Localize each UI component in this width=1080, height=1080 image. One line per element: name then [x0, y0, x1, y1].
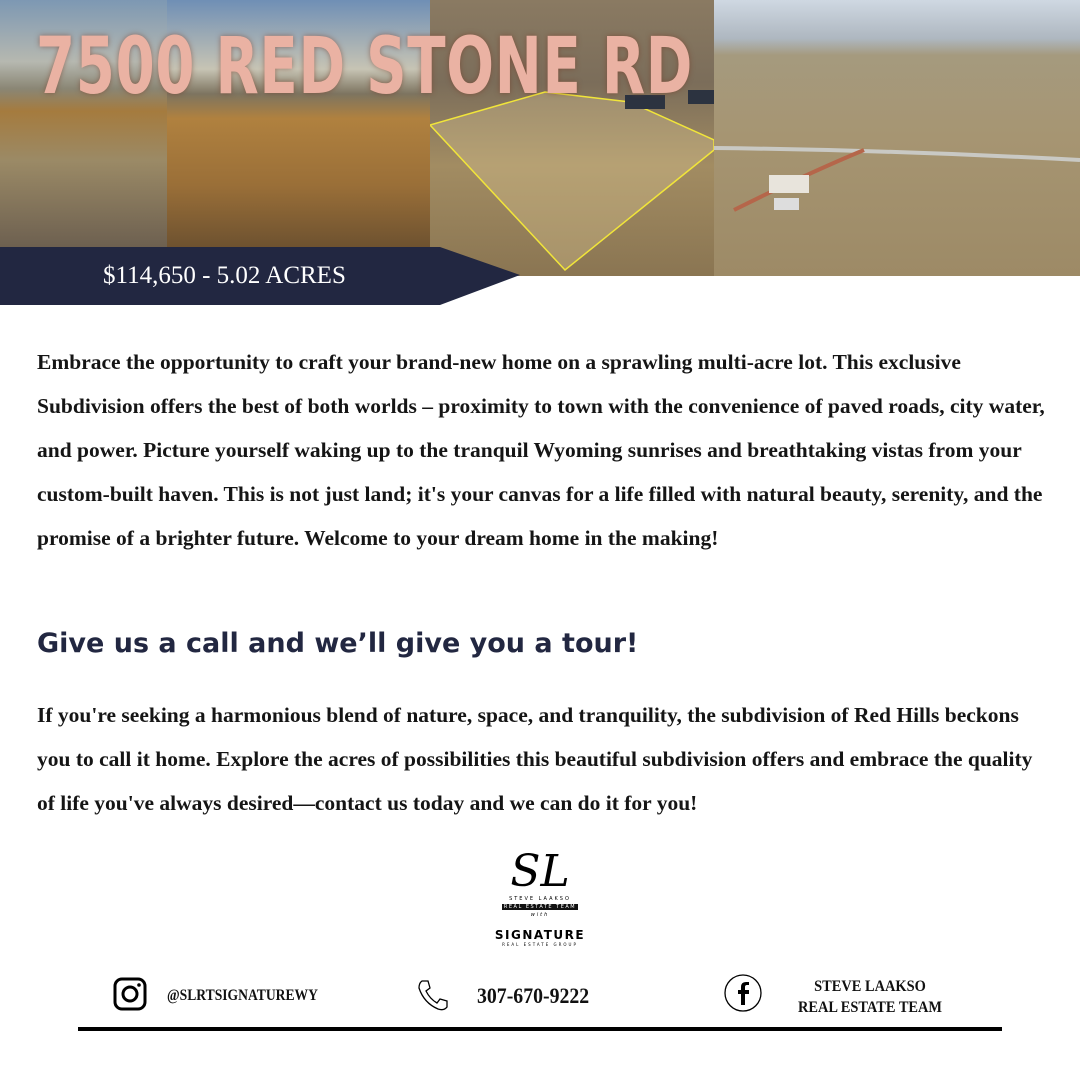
description-paragraph: Embrace the opportunity to craft your brand-new home on a sprawling multi-acre lot. This exclusive Subdivision offers the best of both worlds – proximity to town with the convenience of paved roads, city water, and power. Picture yourself waking up to the tranquil Wyoming sunrises and breathtaking vistas from your custom-built haven. This is not just land; it's your canvas for a life filled with natural beauty, serenity, and the promise of a brighter future. Welcome to your dream home in the making!: [37, 350, 1045, 550]
logo-with: with: [530, 912, 550, 918]
facebook-page-name[interactable]: [789, 976, 951, 1018]
phone-number[interactable]: 307-670-9222: [477, 983, 590, 1008]
call-to-action-heading: Give us a call and we’ll give you a tour!: [37, 628, 639, 659]
logo-brand-sub: REAL ESTATE GROUP: [502, 942, 578, 947]
brand-logo: [490, 848, 590, 947]
logo-team: REAL ESTATE TEAM: [503, 904, 577, 910]
closing-paragraph: If you're seeking a harmonious blend of nature, space, and tranquility, the subdivision of Red Hills beckons you to call it home. Explore the acres of possibilities this beautiful subdivision offers and embrace the quality of life you've always desired—contact us today and we can do it for you!: [37, 703, 1033, 815]
facebook-line-1: STEVE LAAKSO: [814, 978, 926, 995]
logo-monogram: SL: [510, 846, 570, 897]
facebook-line-2: REAL ESTATE TEAM: [797, 999, 943, 1016]
instagram-handle[interactable]: @SLRTSIGNATUREWY: [167, 987, 318, 1004]
property-address-title: 7500 RED STONE RD: [36, 22, 694, 112]
footer-divider: [78, 1027, 1002, 1031]
facebook-icon[interactable]: [724, 974, 762, 1012]
photo-aerial-subdivision: [714, 0, 1080, 276]
price-acreage: $114,650 - 5.02 ACRES: [103, 262, 346, 289]
instagram-icon[interactable]: [113, 977, 147, 1011]
logo-name: STEVE LAAKSO: [509, 896, 571, 902]
phone-icon: [416, 978, 450, 1012]
logo-brand: SIGNATURE: [494, 928, 586, 942]
